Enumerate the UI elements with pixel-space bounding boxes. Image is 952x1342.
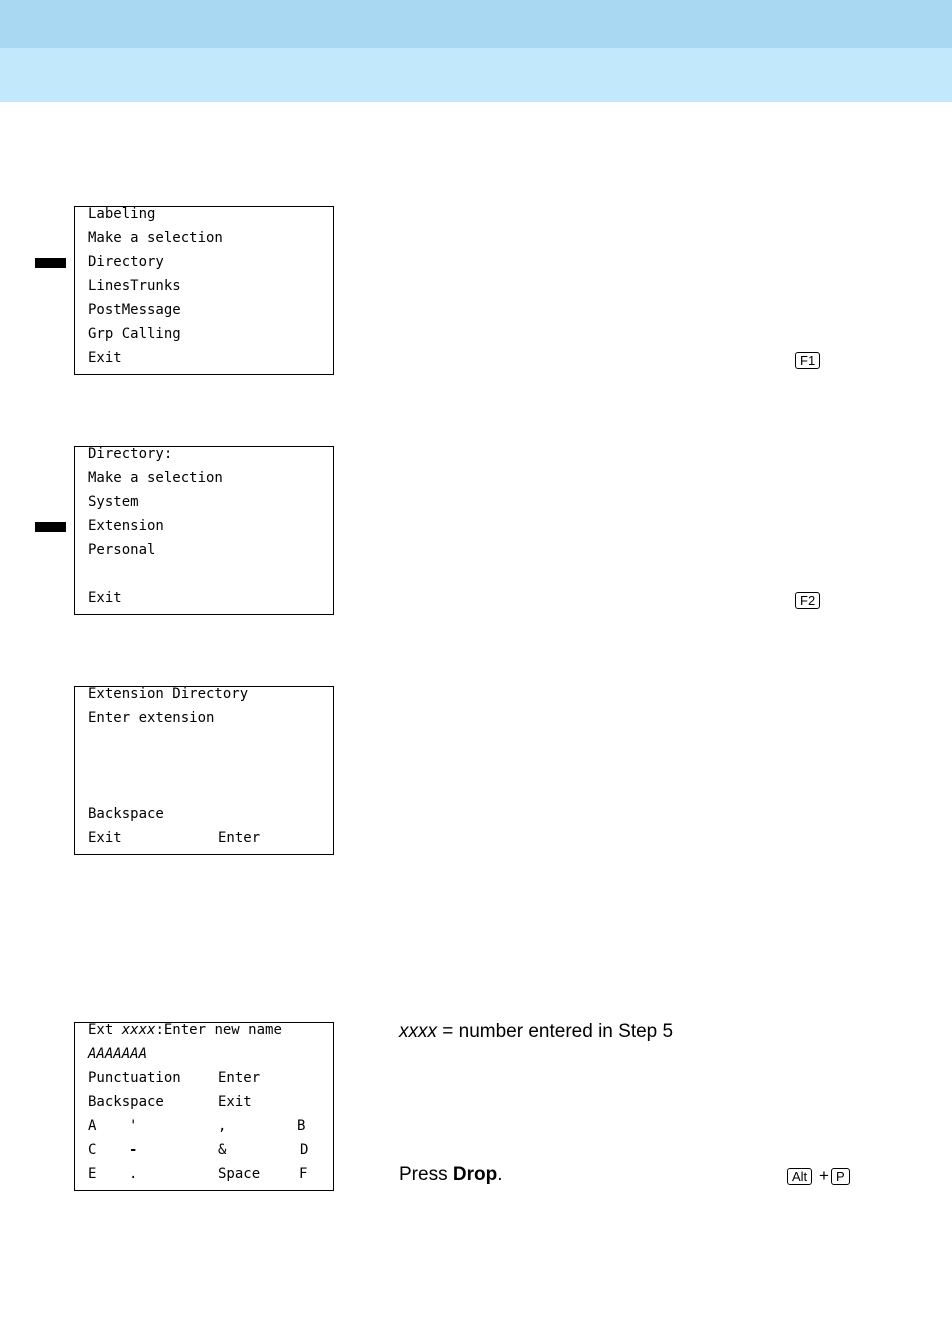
screen-title: Ext xxxx:Enter new name — [88, 1022, 282, 1038]
punctuation-option[interactable]: Punctuation — [88, 1070, 181, 1086]
display-labeling-menu — [74, 206, 334, 375]
menu-option-exit[interactable]: Exit — [88, 590, 122, 606]
xxxx-note: xxxx = number entered in Step 5 — [399, 1021, 674, 1042]
display-enter-new-name — [74, 1022, 334, 1191]
menu-option-postmessage[interactable]: PostMessage — [88, 302, 181, 318]
selection-marker-icon — [35, 258, 66, 268]
screen-title: Extension Directory — [88, 686, 249, 702]
letter-d-option[interactable]: D — [300, 1142, 309, 1158]
screen-prompt: Enter extension — [88, 710, 215, 726]
menu-option-personal[interactable]: Personal — [88, 542, 156, 558]
menu-option-system[interactable]: System — [88, 494, 139, 510]
ext-variable: xxxx — [121, 1022, 156, 1038]
screen-prompt: Make a selection — [88, 230, 223, 246]
hyphen-option[interactable]: - — [129, 1142, 138, 1158]
screen-title: Directory: — [88, 446, 173, 462]
enter-option[interactable]: Enter — [218, 830, 261, 846]
menu-option-linestrunks[interactable]: LinesTrunks — [88, 278, 181, 294]
header-band-top — [0, 0, 952, 48]
screen-title: Labeling — [88, 206, 156, 222]
selection-marker-icon — [35, 522, 66, 532]
letter-a-option[interactable]: A — [88, 1118, 97, 1134]
menu-option-grp-calling[interactable]: Grp Calling — [88, 326, 181, 342]
alt-key: Alt — [787, 1168, 812, 1185]
f2-key: F2 — [795, 592, 820, 609]
header-band-bottom — [0, 48, 952, 102]
apostrophe-option[interactable]: ' — [129, 1118, 138, 1134]
letter-b-option[interactable]: B — [297, 1118, 306, 1134]
display-directory-menu — [74, 446, 334, 615]
menu-option-directory[interactable]: Directory — [88, 254, 164, 270]
menu-option-exit[interactable]: Exit — [88, 350, 122, 366]
space-option[interactable]: Space — [218, 1166, 261, 1182]
p-key: P — [831, 1168, 850, 1185]
name-entry-field: AAAAAAA — [88, 1046, 148, 1062]
letter-f-option[interactable]: F — [299, 1166, 308, 1182]
letter-e-option[interactable]: E — [88, 1166, 97, 1182]
display-extension-directory — [74, 686, 334, 855]
letter-c-option[interactable]: C — [88, 1142, 97, 1158]
plus-sign: + — [819, 1166, 829, 1185]
comma-option[interactable]: , — [218, 1118, 227, 1134]
exit-option[interactable]: Exit — [218, 1094, 252, 1110]
press-drop-instruction: Press Drop. — [399, 1164, 503, 1185]
backspace-option[interactable]: Backspace — [88, 806, 164, 822]
period-option[interactable]: . — [129, 1166, 138, 1182]
f1-key: F1 — [795, 352, 820, 369]
screen-prompt: Make a selection — [88, 470, 223, 486]
menu-option-extension[interactable]: Extension — [88, 518, 164, 534]
ampersand-option[interactable]: & — [218, 1142, 227, 1158]
backspace-option[interactable]: Backspace — [88, 1094, 164, 1110]
enter-option[interactable]: Enter — [218, 1070, 261, 1086]
exit-option[interactable]: Exit — [88, 830, 122, 846]
